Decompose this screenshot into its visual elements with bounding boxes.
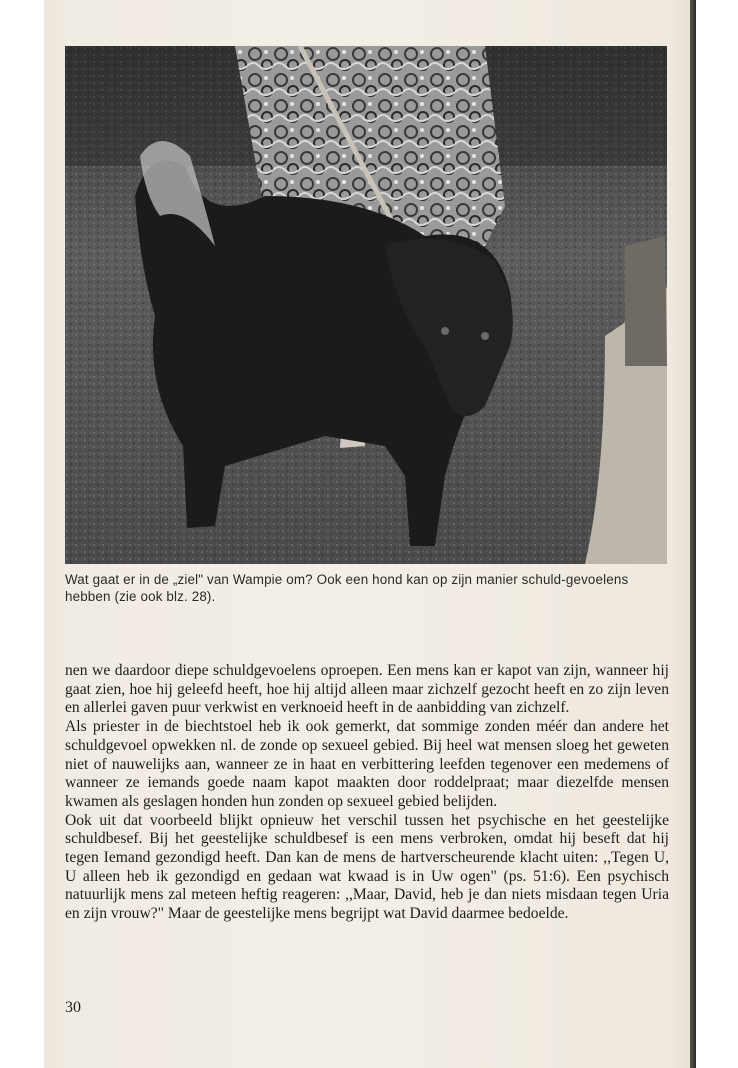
photo-dog-on-leash-icon xyxy=(65,46,667,564)
paragraph: nen we daardoor diepe schuldgevoelens oproepen. Een mens kan er kapot van zijn, wanneer hij gaat zien, hoe hij geleefd heeft, hoe hij altijd alleen maar zichzelf gezocht heeft en zo zijn leven en allerlei gaven puur verkwist en verknoeid heeft in de aanbidding van zichzelf. xyxy=(65,662,669,717)
dog-photo xyxy=(65,46,667,564)
page-number: 30 xyxy=(65,999,81,1016)
body-text xyxy=(65,662,669,924)
figure-caption: Wat gaat er in de „ziel" van Wampie om? Ook een hond kan op zijn manier schuld-gevoelens hebben (zie ook blz. 28). xyxy=(65,572,629,604)
paragraph: Ook uit dat voorbeeld blijkt opnieuw het verschil tussen het psychische en het geestelijke schuldbesef. Bij het geestelijke schuldbesef is een mens verbroken, omdat hij beseft dat hij tegen Iemand gezondigd heeft. Dan kan de mens de hartverscheurende klacht uiten: ,,Tegen U, U alleen heb ik gezondigd en gedaan wat kwaad is in Uw ogen" (ps. 51:6). Een psychisch natuurlijk mens zal meteen heftig reageren: ,,Maar, David, heb je dan niets misdaan tegen Uria en zijn vrouw?" Maar de geestelijke mens begrijpt wat David daarmee bedoelde. xyxy=(65,811,669,923)
paragraph: Als priester in de biechtstoel heb ik ook gemerkt, dat sommige zonden méér dan andere het schuldgevoel opwekken nl. de zonde op sexueel gebied. Bij heel wat mensen sloeg het geweten niet of nauwelijks aan, wanneer ze in haat en verbittering leefden tegenover een medemens of wanneer ze iemands goede naam kapot maakten door roddelpraat; maar diezelfde mensen kwamen als geslagen honden hun zonden op sexueel gebied belijden. xyxy=(65,718,669,810)
page-edge xyxy=(690,0,696,1068)
